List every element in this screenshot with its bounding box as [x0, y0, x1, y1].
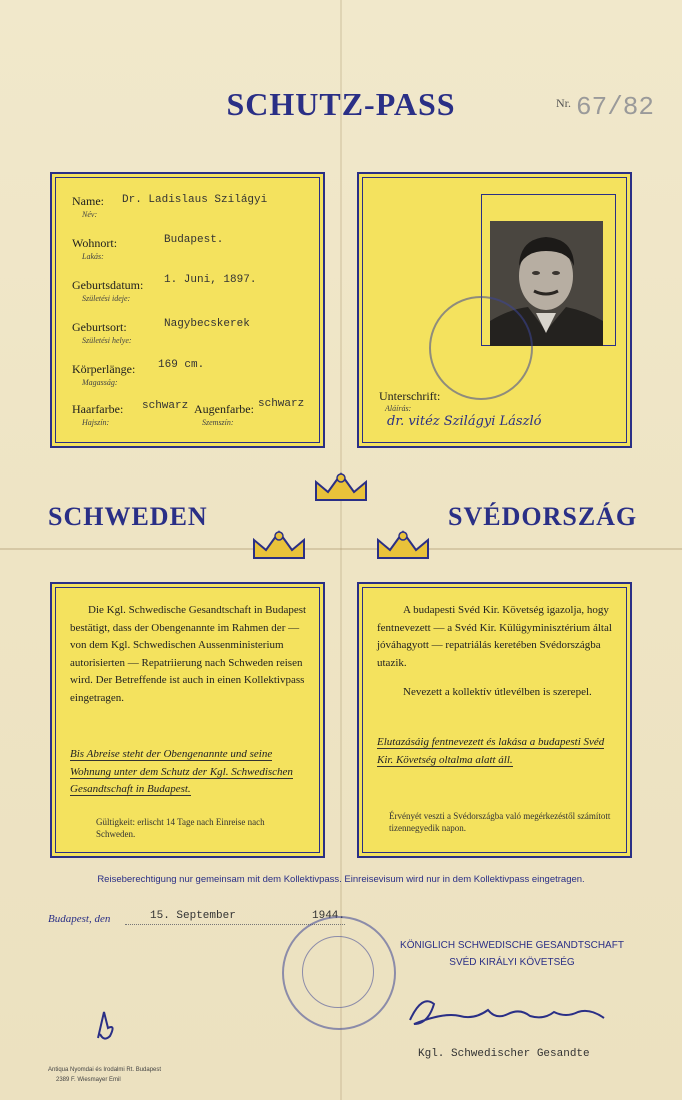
number-value: 67/82: [576, 92, 655, 122]
eye-sublabel: Szemszín:: [202, 418, 234, 427]
eye-value: schwarz: [258, 398, 305, 410]
height-label: Körperlänge:: [72, 362, 136, 376]
name-value: Dr. Ladislaus Szilágyi: [122, 194, 268, 206]
residence-value: Budapest.: [164, 234, 224, 246]
residence-label: Wohnort:: [72, 236, 118, 250]
hungarian-text-panel: [357, 582, 632, 858]
height-value: 169 cm.: [158, 359, 205, 371]
personal-data-panel: [50, 172, 325, 448]
printer-line-2: 2389 F. Wiesmayer Emil: [56, 1077, 121, 1083]
german-validity-text: Gültigkeit: erlischt 14 Tage nach Einreise nach Schweden.: [96, 817, 265, 839]
hungarian-protection-text: Elutazásáig fentnevezett és lakása a budapesti Svéd Kir. Követség oltalma alatt áll.: [377, 736, 605, 766]
birthdate-label: Geburtsdatum:: [72, 278, 144, 292]
country-name-hungarian: SVÉDORSZÁG: [448, 502, 638, 531]
name-sublabel: Név:: [82, 210, 98, 219]
issue-date: 15. September: [150, 910, 236, 922]
legation-stamp-photo: [429, 296, 533, 400]
crown-icon: [250, 528, 308, 564]
envoy-title: Kgl. Schwedischer Gesandte: [418, 1048, 590, 1060]
photo-panel: [357, 172, 632, 448]
legation-name-hungarian: SVÉD KIRÁLYI KÖVETSÉG: [449, 957, 575, 968]
country-name-german: SCHWEDEN: [48, 502, 208, 531]
hair-value: schwarz: [142, 400, 189, 412]
german-protection-text: Bis Abreise steht der Obengenannte und seine Wohnung unter dem Schutz der Kgl. Schwedischen Gesandtschaft in Budapest.: [70, 748, 293, 795]
hungarian-body-text: A budapesti Svéd Kir. Követség igazolja, hogy fentnevezett — a Svéd Kir. Külügyminisztérium által jóváhagyott — repatriálás keretében Svédországba utazik.: [377, 604, 612, 669]
signature-sublabel: Aláírás:: [385, 404, 412, 413]
birthdate-sublabel: Születési ideje:: [82, 294, 131, 303]
handwritten-mark: [92, 1008, 120, 1044]
issue-place: Budapest, den: [48, 913, 111, 925]
number-label: Nr.: [556, 96, 571, 110]
name-label: Name:: [72, 194, 104, 208]
residence-sublabel: Lakás:: [82, 252, 104, 261]
german-text-panel: [50, 582, 325, 858]
birthplace-value: Nagybecskerek: [164, 318, 250, 330]
signature-label: Unterschrift:: [379, 389, 441, 403]
eye-label: Augenfarbe:: [194, 402, 254, 416]
holder-signature: dr. vitéz Szilágyi László: [387, 414, 542, 429]
travel-authorization-note: Reiseberechtigung nur gemeinsam mit dem Kollektivpass. Einreisevisum wird nur in dem Kollektivpass eingetragen.: [97, 874, 585, 885]
birthdate-value: 1. Juni, 1897.: [164, 274, 257, 286]
legation-name-german: KÖNIGLICH SCHWEDISCHE GESANDTSCHAFT: [400, 940, 624, 951]
german-body-text: Die Kgl. Schwedische Gesandtschaft in Budapest bestätigt, dass der Obengenannte im Rahmen der — von dem Kgl. Schwedischen Aussenministerium autorisierten — Repatriierung nach Schweden reisen wird. Der Betreffende ist auch in einen Kollektivpass eingetragen.: [70, 604, 307, 704]
crown-icon: [312, 470, 370, 506]
height-sublabel: Magasság:: [82, 378, 118, 387]
birthplace-label: Geburtsort:: [72, 320, 127, 334]
birthplace-sublabel: Születési helye:: [82, 336, 132, 345]
crown-icon: [374, 528, 432, 564]
hair-label: Haarfarbe:: [72, 402, 124, 416]
document-title: SCHUTZ-PASS: [226, 86, 456, 122]
hair-sublabel: Hajszín:: [82, 418, 110, 427]
envoy-signature: [404, 990, 614, 1034]
issue-year: 1944.: [312, 910, 346, 922]
legation-stamp-inner: [302, 936, 374, 1008]
hungarian-body-text-2: Nevezett a kollektív útlevélben is szerepel.: [403, 686, 592, 698]
hungarian-validity-text: Érvényét veszti a Svédországba való megérkezéstől számított tizennegyedik napon.: [389, 811, 611, 833]
printer-line-1: Antiqua Nyomdai és Irodalmi Rt. Budapest: [48, 1067, 162, 1073]
